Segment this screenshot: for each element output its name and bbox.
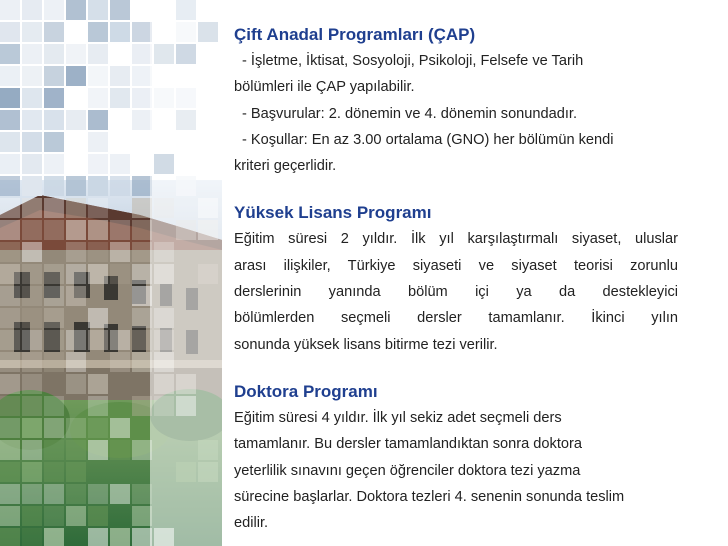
mosaic-tile [44,154,64,174]
mosaic-tile [44,484,64,504]
mosaic-tile [88,198,108,218]
mosaic-tile [66,242,86,262]
mosaic-tile [132,352,152,372]
mosaic-tile [0,132,20,152]
mosaic-tile [44,440,64,460]
cap-line-2: bölümleri ile ÇAP yapılabilir. [234,79,415,96]
content-area [234,22,678,536]
mosaic-tile [88,132,108,152]
mosaic-tile [0,484,20,504]
mosaic-tile [110,440,130,460]
masters-line-4: bölümlerden seçmeli dersler tamamlanır. İkinci yılın [234,310,678,327]
masters-line-3: derslerinin yanında bölüm içi ya da destekleyici [234,284,678,301]
mosaic-tile [88,440,108,460]
mosaic-tile [22,154,42,174]
mosaic-tile [88,88,108,108]
phd-line-4: sürecine başlarlar. Doktora tezleri 4. senenin sonunda teslim [234,488,625,505]
mosaic-tile [0,242,20,262]
mosaic-tile [132,396,152,416]
mosaic-tile [22,44,42,64]
phd-line-3: yeterlilik sınavını geçen öğrenciler doktora tezi yazma [234,462,581,479]
mosaic-tile [22,462,42,482]
mosaic-tile [110,66,130,86]
mosaic-tile [110,418,130,438]
mosaic-tile [0,110,20,130]
mosaic-tile [44,44,64,64]
mosaic-tile [66,330,86,350]
mosaic-tile [0,154,20,174]
mosaic-tile [22,176,42,196]
mosaic-tile [44,528,64,546]
mosaic-tile [110,264,130,284]
mosaic-tile [0,44,20,64]
mosaic-tile [88,66,108,86]
mosaic-tile [88,220,108,240]
mosaic-tile [110,330,130,350]
phd-heading: Doktora Programı [234,381,378,401]
mosaic-tile [66,0,86,20]
masters-section [234,200,678,357]
mosaic-tile [88,330,108,350]
mosaic-tile [22,110,42,130]
mosaic-tile [44,110,64,130]
mosaic-tile [132,506,152,526]
cap-line-1: - İşletme, İktisat, Sosyoloji, Psikoloji, Felsefe ve Tarih [242,53,584,69]
mosaic-tile [22,66,42,86]
mosaic-tile [0,462,20,482]
mosaic-tile [0,264,20,284]
mosaic-tile [66,440,86,460]
phd-section [234,379,678,536]
mosaic-tile [132,88,152,108]
mosaic-tile [110,484,130,504]
mosaic-tile [22,396,42,416]
mosaic-tile [0,176,20,196]
mosaic-tile [22,22,42,42]
mosaic-tile [22,352,42,372]
mosaic-tile [44,308,64,328]
mosaic-tile [44,286,64,306]
mosaic-tile [0,528,20,546]
masters-line-5: sonunda yüksek lisans bitirme tezi verilir. [234,336,498,353]
mosaic-tile [132,484,152,504]
mosaic-tile [22,528,42,546]
cap-heading: Çift Anadal Programları (ÇAP) [234,25,476,44]
mosaic-tile [22,88,42,108]
mosaic-tile [22,242,42,262]
mosaic-tile [132,330,152,350]
mosaic-tile [44,66,64,86]
mosaic-tile [44,88,64,108]
mosaic-tile [88,176,108,196]
mosaic-tile [0,506,20,526]
masters-line-2: arası ilişkiler, Türkiye siyaseti ve siyaset teorisi zorunlu [234,257,678,274]
mosaic-tile [66,462,86,482]
mosaic-tile [22,264,42,284]
mosaic-tile [66,506,86,526]
mosaic-tile [66,484,86,504]
mosaic-tile [110,352,130,372]
mosaic-tile [44,0,64,20]
phd-line-5: edilir. [234,515,269,532]
mosaic-tile [88,44,108,64]
mosaic-tile [66,176,86,196]
mosaic-tile [132,198,152,218]
mosaic-tile [88,0,108,20]
mosaic-tile [0,66,20,86]
mosaic-tile [22,484,42,504]
mosaic-tile [132,242,152,262]
mosaic-tile [22,220,42,240]
cap-line-5: kriteri geçerlidir. [234,158,337,175]
mosaic-tile [132,176,152,196]
mosaic-tile [44,352,64,372]
masters-line-1: Eğitim süresi 2 yıldır. İlk yıl karşılaştırmalı siyaset, uluslar [234,231,678,248]
mosaic-tile [0,396,20,416]
mosaic-tile [22,418,42,438]
mosaic-tile [88,154,108,174]
mosaic-tile [110,220,130,240]
mosaic-tile [110,242,130,262]
mosaic-tile [88,506,108,526]
mosaic-tile [66,110,86,130]
mosaic-tile [132,22,152,42]
mosaic-tile [44,132,64,152]
cap-line-4: - Koşullar: En az 3.00 ortalama (GNO) her bölümün kendi [242,131,614,148]
mosaic-tile [0,198,20,218]
mosaic-tile [0,374,20,394]
mosaic-tile [0,352,20,372]
decorative-photo-mosaic [0,0,222,546]
mosaic-tile [88,418,108,438]
mosaic-tile [132,264,152,284]
mosaic-tile [66,220,86,240]
cap-section [234,22,678,179]
mosaic-tile [0,22,20,42]
mosaic-tile [110,22,130,42]
mosaic-tile [66,44,86,64]
mosaic-tile [132,440,152,460]
mosaic-tile [44,506,64,526]
mosaic-tile [88,242,108,262]
mosaic-tile [132,308,152,328]
mosaic-tile [110,528,130,546]
mosaic-tile [88,264,108,284]
cap-line-3: - Başvurular: 2. dönemin ve 4. dönemin sonundadır. [242,105,578,122]
mosaic-tile [0,330,20,350]
mosaic-tile [22,198,42,218]
mosaic-tile [22,330,42,350]
mosaic-tile [132,286,152,306]
mosaic-tile [66,374,86,394]
mosaic-tile [22,374,42,394]
mosaic-tile [88,396,108,416]
mosaic-tile [44,22,64,42]
mosaic-tile [132,528,152,546]
mosaic-tile [66,418,86,438]
phd-line-2: tamamlanır. Bu dersler tamamlandıktan sonra doktora [234,436,582,453]
mosaic-tile [66,198,86,218]
mosaic-tile [44,176,64,196]
mosaic-tile [88,528,108,546]
mosaic-tile [88,374,108,394]
mosaic-tile [88,484,108,504]
mosaic-tile [22,0,42,20]
mosaic-tile [0,440,20,460]
mosaic-tile [22,440,42,460]
mosaic-tile [44,264,64,284]
mosaic-tile [0,308,20,328]
mosaic-tile [44,396,64,416]
mosaic-tile [22,506,42,526]
masters-paragraph [234,226,678,357]
mosaic-tile [44,462,64,482]
mosaic-tile [88,110,108,130]
mosaic-tile [22,286,42,306]
mosaic-tile [0,220,20,240]
mosaic-tile [0,418,20,438]
mosaic-tile [44,198,64,218]
mosaic-tile [110,176,130,196]
mosaic-tile [66,66,86,86]
mosaic-tile [110,154,130,174]
masters-heading: Yüksek Lisans Programı [234,203,432,223]
mosaic-tile [0,0,20,20]
mosaic-tile [66,286,86,306]
mosaic-tile [88,308,108,328]
mosaic-tile [132,220,152,240]
mosaic-tile [132,110,152,130]
mosaic-tile [110,0,130,20]
mosaic-tile [66,264,86,284]
mosaic-tile [44,418,64,438]
mosaic-tile [132,66,152,86]
mosaic-fade [150,0,222,546]
mosaic-tile [22,308,42,328]
mosaic-tile [110,88,130,108]
mosaic-tile [44,220,64,240]
mosaic-tile [22,132,42,152]
mosaic-tile [0,286,20,306]
mosaic-tile [0,88,20,108]
mosaic-tile [44,330,64,350]
mosaic-tile [66,352,86,372]
phd-line-1: Eğitim süresi 4 yıldır. İlk yıl sekiz adet seçmeli ders [234,409,562,426]
mosaic-tile [88,22,108,42]
mosaic-tile [132,44,152,64]
